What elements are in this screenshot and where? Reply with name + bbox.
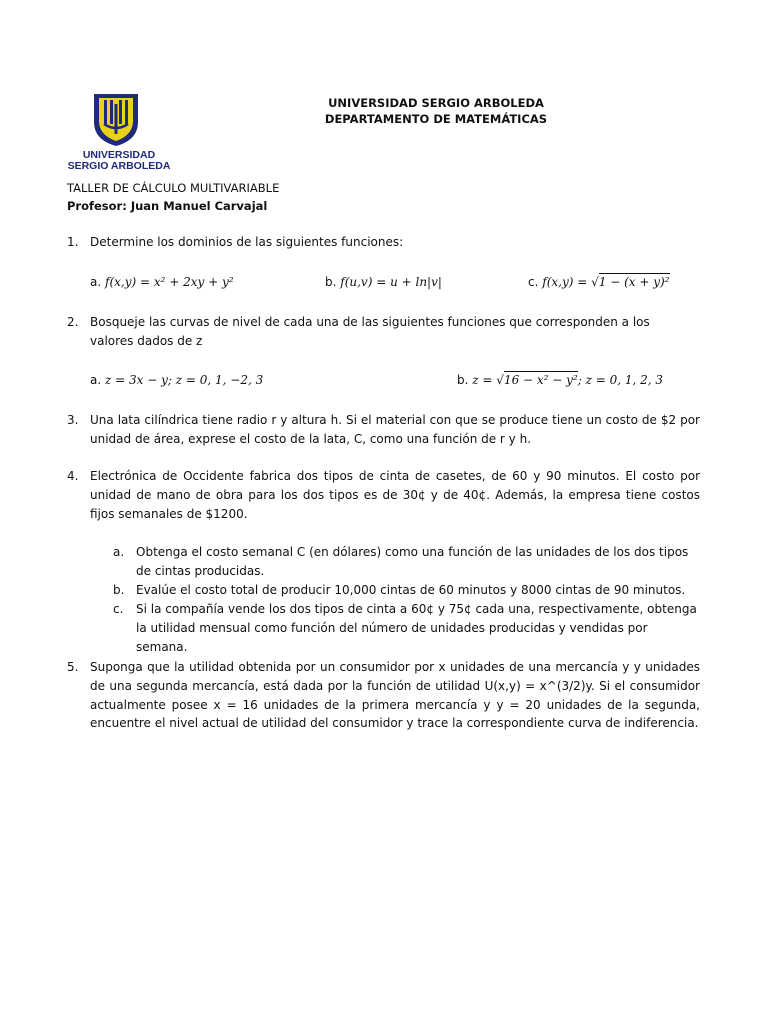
q2-option-b (457, 373, 663, 387)
q1-a-label: a. (90, 275, 102, 289)
q3-number: 3. (67, 413, 79, 427)
q4-number: 4. (67, 469, 79, 483)
university-title: UNIVERSIDAD SERGIO ARBOLEDA (328, 96, 544, 110)
q4-item-b-label: b. (113, 583, 125, 597)
q2-b-radicand: 16 − x² − y² (503, 373, 578, 387)
q3-text: Una lata cilíndrica tiene radio r y altura h. Si el material con que se produce tiene un costo de $2 por unidad de área, exprese el costo de la lata, C, como una función de r y h. (90, 413, 700, 446)
q1-c-label: c. (528, 275, 539, 289)
q1-c-radicand: 1 − (x + y)² (598, 275, 670, 289)
q1-b-label: b. (325, 275, 337, 289)
q5-number: 5. (67, 660, 79, 674)
q2-a-label: a. (90, 373, 102, 387)
university-logo (64, 92, 174, 178)
sqrt-icon: √ (591, 275, 599, 289)
q4-item-a-text: Obtenga el costo semanal C (en dólares) como una función de las unidades de los dos tipos de cintas producidas. (136, 545, 689, 578)
q4-item-b-text: Evalúe el costo total de producir 10,000 cintas de 60 minutos y 8000 cintas de 90 minutos. (136, 583, 686, 597)
q1-text: Determine los dominios de las siguientes funciones: (90, 235, 404, 249)
q1-number: 1. (67, 235, 79, 249)
q2-b-expression-suffix: ; z = 0, 1, 2, 3 (577, 373, 664, 387)
q2-b-label: b. (457, 373, 469, 387)
department-title: DEPARTAMENTO DE MATEMÁTICAS (324, 112, 548, 126)
sqrt-icon: √ (496, 373, 504, 387)
q1-c-expression-prefix: f(x,y) = (542, 275, 592, 289)
q4-item-a-label: a. (113, 545, 125, 559)
q1-option-b (325, 275, 442, 289)
q4-item-c-label: c. (113, 602, 124, 616)
professor-line: Profesor: Juan Manuel Carvajal (67, 199, 268, 213)
course-title: TALLER DE CÁLCULO MULTIVARIABLE (67, 181, 280, 195)
q2-option-a (90, 373, 263, 387)
q1-b-expression: f(u,v) = u + ln|v| (340, 275, 442, 289)
q2-a-expression: z = 3x − y; z = 0, 1, −2, 3 (105, 373, 264, 387)
q1-a-expression: f(x,y) = x² + 2xy + y² (105, 275, 234, 289)
q1-option-a (90, 275, 234, 289)
logo-wordmark (64, 150, 174, 172)
q4-text: Electrónica de Occidente fabrica dos tipos de cinta de casetes, de 60 y 90 minutos. El costo por unidad de mano de obra para los dos tipos es de 30¢ y de 40¢. Además, la empresa tiene costos fijos semanales de $1200. (90, 469, 700, 521)
q1-option-c (528, 275, 670, 289)
university-shield-icon (92, 92, 140, 148)
q2-b-expression-prefix: z = (472, 373, 497, 387)
q4-item-c-text: Si la compañía vende los dos tipos de cinta a 60¢ y 75¢ cada una, respectivamente, obtenga la utilidad mensual como función del número de unidades producidas y vendidas por semana. (136, 602, 697, 654)
q2-number: 2. (67, 315, 79, 329)
q2-text: Bosqueje las curvas de nivel de cada una de las siguientes funciones que corresponden a los valores dados de z (90, 315, 650, 348)
q5-text: Suponga que la utilidad obtenida por un consumidor por x unidades de una mercancía y y unidades de una segunda mercancía, está dada por la función de utilidad U(x,y) = x^(3/2)y. Si el consumidor actualmente posee x = 16 unidades de la primera mercancía y y = 20 unidades de la segunda, encuentre el nivel actual de utilidad del consumidor y trace la correspondiente curva de indiferencia. (90, 660, 700, 731)
logo-text-line1: UNIVERSIDAD (82, 149, 156, 161)
logo-text-line2: SERGIO ARBOLEDA (67, 160, 171, 172)
